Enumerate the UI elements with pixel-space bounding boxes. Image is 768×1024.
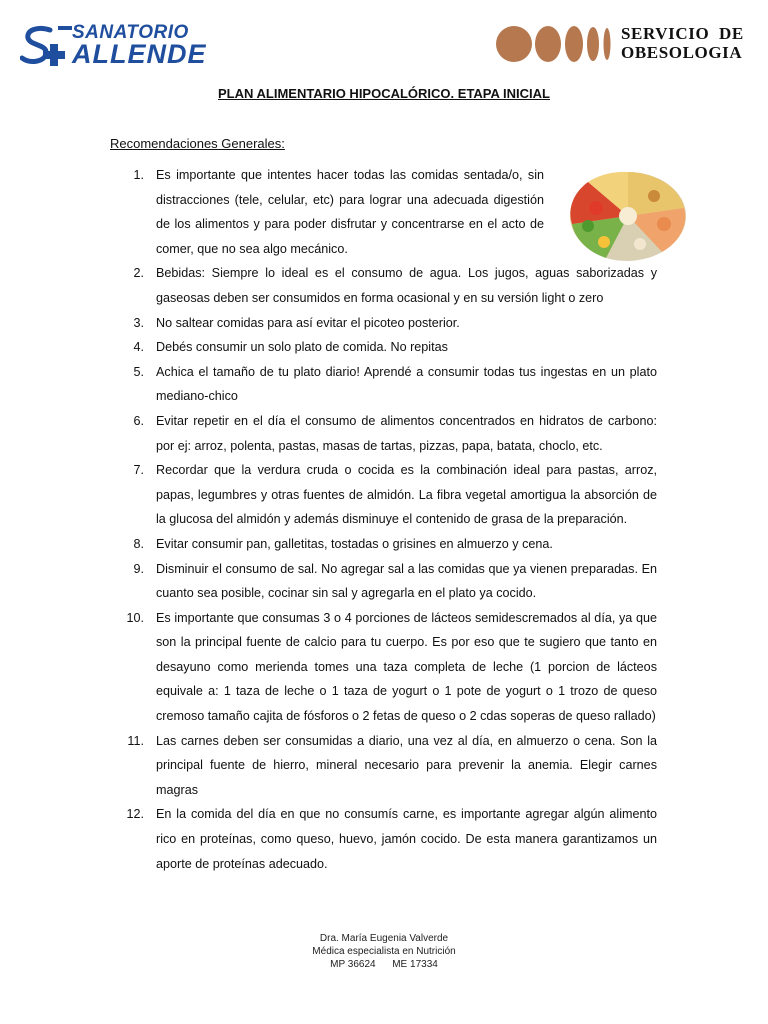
list-item: 12. En la comida del día en que no consumís carne, es importante agregar algún alimento rico en proteínas, como queso, huevo, jamón cocido. De esta manera garantizamos un aporte de proteínas adecuado. — [126, 807, 657, 871]
list-item: 11. Las carnes deben ser consumidas a diario, una vez al día, en almuerzo o cena. Son la principal fuente de hierro, mineral necesario para prevenir la anemia. Elegir carnes magras — [127, 733, 657, 797]
section-subtitle: Recomendaciones Generales: — [110, 136, 285, 151]
doctor-specialty: Médica especialista en Nutrición — [312, 946, 456, 957]
list-item: 2. Bebidas: Siempre lo ideal es el consumo de agua. Los jugos, aguas saborizadas y gaseosas deben ser consumidos en forma ocasional y en su versión light o zero — [133, 266, 657, 305]
logo-line-obesologia: OBESOLOGIA — [621, 43, 743, 62]
signature-footer — [0, 932, 768, 971]
list-item: 5. Achica el tamaño de tu plato diario! Aprendé a consumir todas tus ingestas en un plato mediano-chico — [133, 364, 657, 404]
list-item: 1. Es importante que intentes hacer todas las comidas sentada/o, sin distracciones (tele, celular, etc) para lograr una adecuada digestión de los alimentos y para poder disfrutar y concentrarse en el acto de comer, que no sea algo mecánico. — [133, 168, 544, 256]
list-item: 9. Disminuir el consumo de sal. No agregar sal a las comidas que ya vienen preparadas. En cuanto sea posible, cocinar sin sal y agregarla en el plato ya cocido. — [133, 561, 657, 601]
doctor-name: Dra. María Eugenia Valverde — [319, 933, 449, 944]
document-title: PLAN ALIMENTARIO HIPOCALÓRICO. ETAPA INICIAL — [218, 86, 550, 101]
list-item: 7. Recordar que la verdura cruda o cocida es la combinación ideal para pastas, arroz, papas, legumbres y otras fuentes de almidón. La fibra vegetal amortigua la absorción de la glucosa del almidón y además disminuye el contenido de grasa de la preparación. — [133, 463, 657, 527]
list-item: 10. Es importante que consumas 3 o 4 porciones de lácteos semidescremados al día, ya que son la principal fuente de calcio para tu cuerpo. Es por eso que te sugiero que tanto en desayuno como merienda tomes una taza completa de leche (1 porcion de lácteos equivale a: 1 taza de leche o 1 taza de yogurt o 1 pote de yogurt o 1 trozo de queso cremoso tamaño cajita de fósforos o 2 fetas de queso o 2 cdas soperas de queso rallado) — [126, 610, 657, 724]
decreasing-circles-icon — [496, 24, 618, 66]
list-item: 6. Evitar repetir en el día el consumo de alimentos concentrados en hidratos de carbono: por ej: arroz, polenta, pastas, masas de tartas, pizzas, papa, batata, choclo, etc. — [133, 413, 657, 453]
logo-line-sanatorio: SANATORIO — [72, 22, 189, 43]
doctor-registration: MP 36624 ME 17334 — [330, 959, 438, 970]
servicio-obesologia-logo — [496, 20, 746, 70]
sa-monogram-icon — [20, 24, 76, 68]
list-item: 4. Debés consumir un solo plato de comida. No repitas — [133, 340, 448, 355]
sanatorio-allende-logo — [20, 22, 210, 68]
list-item: 8. Evitar consumir pan, galletitas, tostadas o grisines en almuerzo y cena. — [133, 536, 553, 551]
logo-line-allende: ALLENDE — [72, 39, 207, 69]
recommendations-list — [0, 163, 768, 876]
logo-line-servicio: SERVICIO DE — [621, 24, 744, 43]
list-item: 3. No saltear comidas para así evitar el picoteo posterior. — [133, 315, 460, 330]
